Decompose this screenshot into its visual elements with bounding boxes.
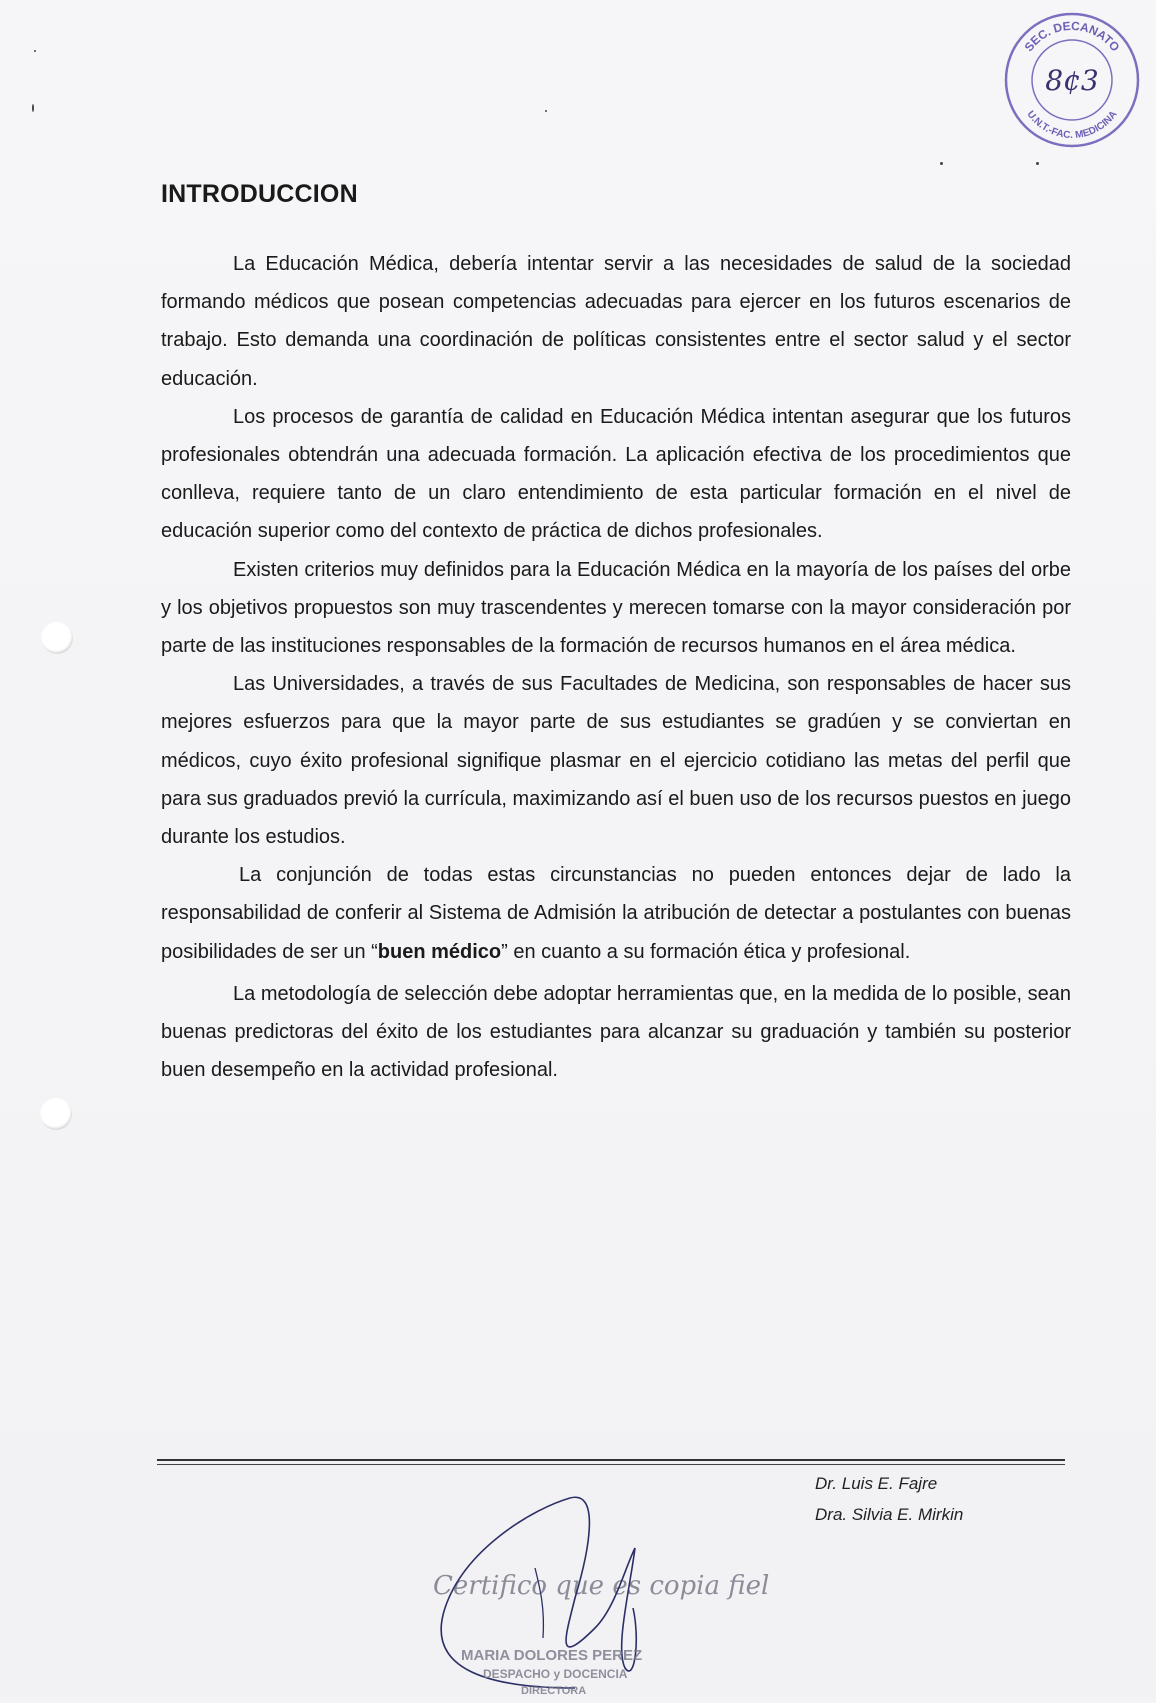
seal-graphic xyxy=(998,6,1146,154)
scan-speck xyxy=(545,110,547,112)
certification-stamp xyxy=(425,1488,770,1698)
section-heading: INTRODUCCION xyxy=(161,180,358,208)
footer-rule xyxy=(157,1459,1065,1461)
paragraph-2: Los procesos de garantía de calidad en Educación Médica intentan asegurar que los futuros profesionales obtendrán una adecuada formación. La aplicación efectiva de los procedimientos que conlleva, requiere tanto de un claro entendimiento de esta particular formación en el nivel de educación superior como del contexto de práctica de dichos profesionales. xyxy=(161,405,1071,543)
seal-folio-number: 8¢3 xyxy=(1045,64,1099,97)
punch-hole xyxy=(40,1098,72,1130)
decanato-seal xyxy=(998,6,1146,154)
scan-speck xyxy=(34,50,36,52)
seal-ring-top: SEC. DECANATO xyxy=(1021,18,1123,55)
paragraph-5-text-start: La conjunción de todas estas circunstancias no pueden entonces dejar de lado la responsabilidad de conferir al Sistema de Admisión la atribución de detectar a postulantes con buenas posibilidades de ser un “ xyxy=(161,864,1071,963)
author-name: Dr. Luis E. Fajre xyxy=(815,1474,938,1493)
footer-rule-thin xyxy=(157,1464,1065,1465)
stamp-office: DESPACHO y DOCENCIA xyxy=(483,1667,628,1681)
introduction-body xyxy=(161,245,1071,1089)
scan-speck xyxy=(940,162,943,165)
stamp-title: DIRECTORA xyxy=(521,1685,587,1697)
paragraph-1: La Educación Médica, debería intentar servir a las necesidades de salud de la sociedad formando médicos que posean competencias adecuadas para ejercer en los futuros escenarios de trabajo. Esto demanda una coordinación de políticas consistentes entre el sector salud y el sector educación. xyxy=(161,253,1071,390)
seal-ring-bottom: U.N.T.-FAC. MEDICINA xyxy=(1024,109,1120,142)
paragraph-5 xyxy=(161,856,1071,971)
certify-handwritten: Certifico que es copia fiel xyxy=(433,1571,770,1601)
paragraph-6: La metodología de selección debe adoptar herramientas que, en la medida de lo posible, sean buenas predictoras del éxito de los estudiantes para alcanzar su graduación y también su posterior buen desempeño en la actividad profesional. xyxy=(161,982,1071,1082)
paragraph-3: Existen criterios muy definidos para la Educación Médica en la mayoría de los países del orbe y los objetivos propuestos son muy trascendentes y merecen tomarse con la mayor consideración por parte de las instituciones responsables de la formación de recursos humanos en el área médica. xyxy=(161,558,1071,658)
paragraph-4: Las Universidades, a través de sus Facultades de Medicina, son responsables de hacer sus mejores esfuerzos para que la mayor parte de sus estudiantes se gradúen y se conviertan en médicos, cuyo éxito profesional signifique plasmar en el ejercicio cotidiano las metas del perfil que para sus graduados previó la currícula, maximizando así el buen uso de los recursos puestos en juego durante los estudios. xyxy=(161,673,1071,849)
paragraph-5-text-end: ” en cuanto a su formación ética y profesional. xyxy=(501,940,911,963)
paragraph-5-emphasis: buen médico xyxy=(377,940,502,963)
scan-speck xyxy=(32,104,34,112)
punch-hole xyxy=(41,622,73,654)
signature-graphic xyxy=(425,1488,770,1698)
scan-speck xyxy=(1036,162,1039,165)
stamp-name: MARIA DOLORES PEREZ xyxy=(461,1647,643,1664)
author-name: Dra. Silvia E. Mirkin xyxy=(815,1505,964,1524)
